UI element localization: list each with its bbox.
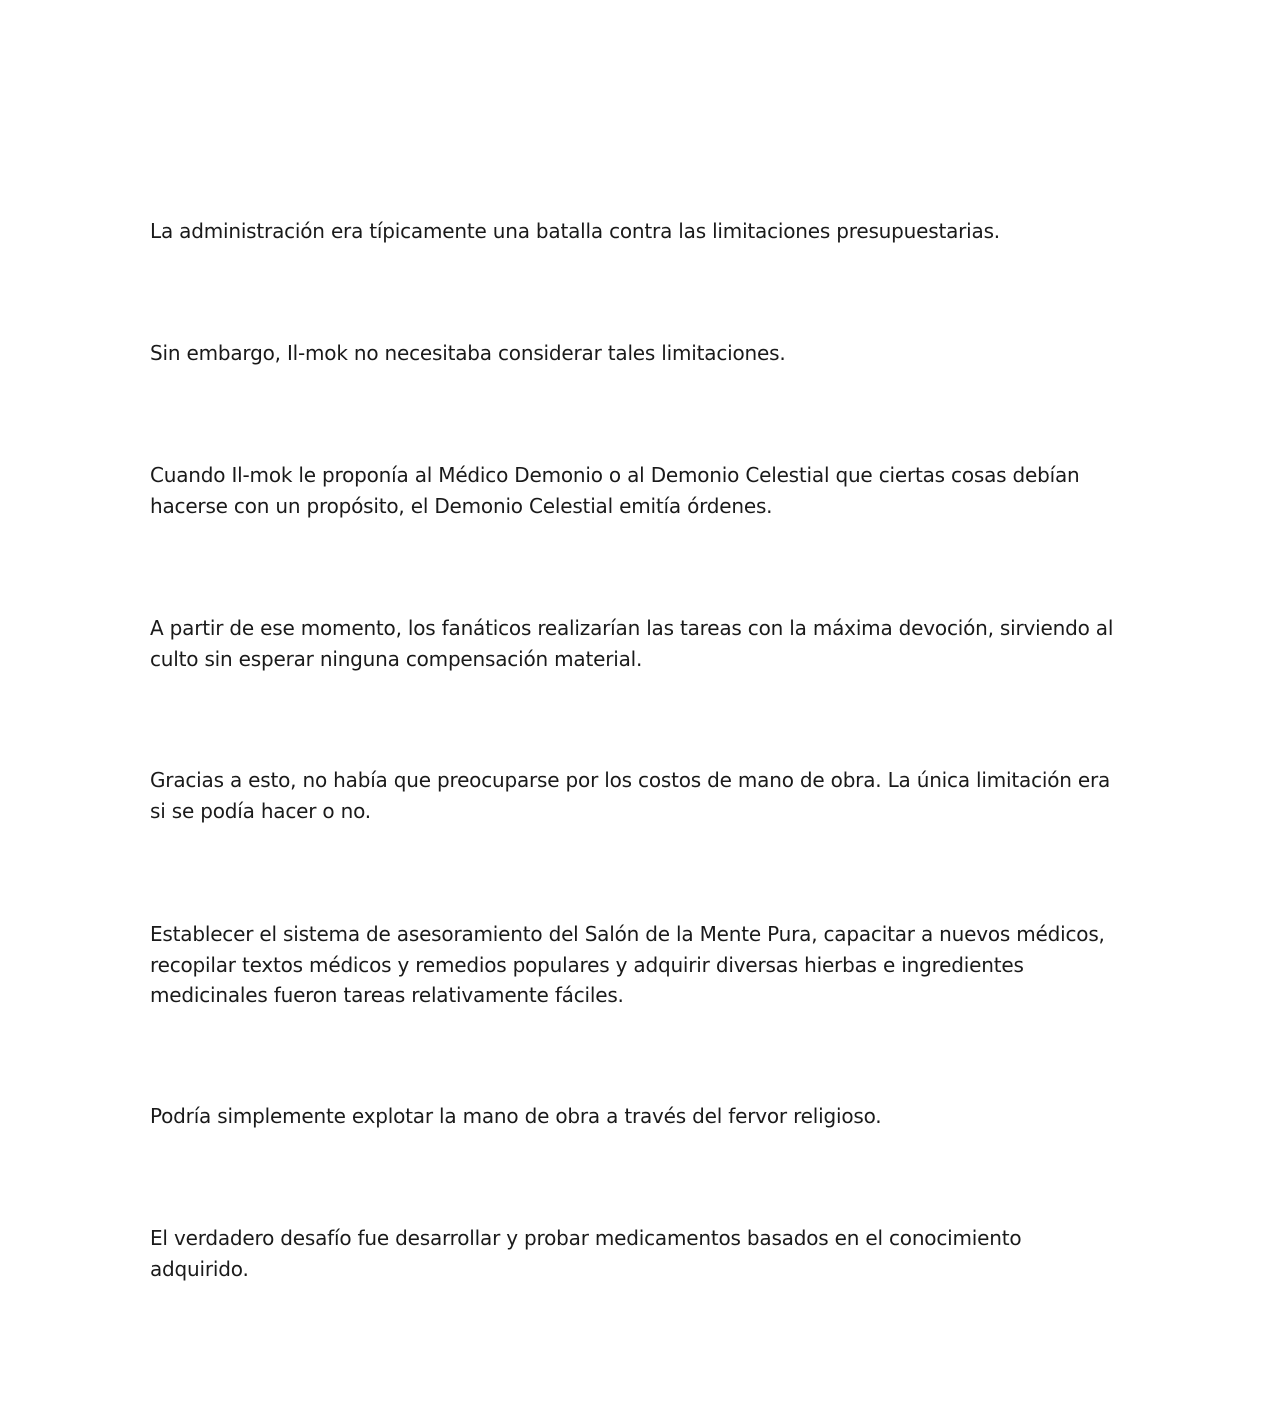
paragraph: Establecer el sistema de asesoramiento del Salón de la Mente Pura, capacitar a nuevos médicos, recopilar textos médicos y remedios populares y adquirir diversas hierbas e ingredientes medicinales fueron tareas relativamente fáciles. bbox=[150, 922, 1105, 1007]
paragraph: La administración era típicamente una batalla contra las limitaciones presupuestarias. bbox=[150, 219, 1000, 243]
paragraph: Podría simplemente explotar la mano de obra a través del fervor religioso. bbox=[150, 1104, 882, 1128]
paragraph: Sin embargo, Il-mok no necesitaba considerar tales limitaciones. bbox=[150, 341, 786, 365]
paragraph: El verdadero desafío fue desarrollar y probar medicamentos basados en el conocimiento adquirido. bbox=[150, 1226, 1022, 1281]
paragraph: Cuando Il-mok le proponía al Médico Demonio o al Demonio Celestial que ciertas cosas debían hacerse con un propósito, el Demonio Celestial emitía órdenes. bbox=[150, 463, 1080, 518]
paragraph: A partir de ese momento, los fanáticos realizarían las tareas con la máxima devoción, sirviendo al culto sin esperar ninguna compensación material. bbox=[150, 616, 1114, 671]
paragraph: Gracias a esto, no había que preocuparse por los costos de mano de obra. La única limitación era si se podía hacer o no. bbox=[150, 768, 1111, 823]
